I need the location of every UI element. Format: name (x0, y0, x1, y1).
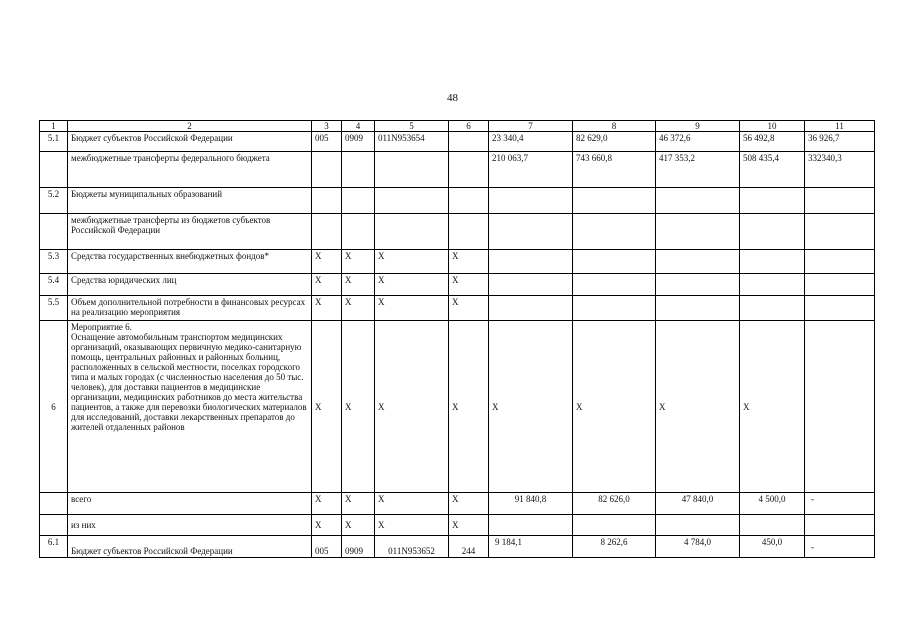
row-number (40, 152, 68, 188)
cell: 0909 (342, 132, 375, 152)
cell: 23 340,4 (489, 132, 573, 152)
header-cell: 2 (68, 121, 312, 132)
row-label: из них (68, 515, 312, 536)
cell (489, 274, 573, 296)
header-cell: 1 (40, 121, 68, 132)
cell: X (489, 321, 573, 493)
cell: 011N953654 (375, 132, 449, 152)
cell (573, 250, 656, 274)
header-cell: 10 (740, 121, 805, 132)
cell (573, 188, 656, 214)
cell: 244 (449, 536, 489, 558)
cell: X (312, 515, 342, 536)
cell: X (449, 274, 489, 296)
cell (312, 152, 342, 188)
cell (805, 515, 875, 536)
cell: 450,0 (740, 536, 805, 558)
row-number (40, 214, 68, 250)
cell (740, 188, 805, 214)
cell: 011N953652 (375, 536, 449, 558)
cell: X (449, 321, 489, 493)
cell: 8 262,6 (573, 536, 656, 558)
row-label: Мероприятие 6. Оснащение автомобильным транспортом медицинских организаций, оказывающих первичную медико-санитарную помощь, центральных районных и районных больниц, расположенных в сельской местности, поселках городского типа и малых городах (с численностью населения до 50 тыс. человек), для доставки пациентов в медицинские организации, медицинских работников до места жительства пациентов, а также для перевозки биологических материалов для исследований, доставки лекарственных препаратов до жителей отдаленных районов (68, 321, 312, 493)
cell: 82 626,0 (573, 493, 656, 515)
row-number: 5.1 (40, 132, 68, 152)
row-number: 5.2 (40, 188, 68, 214)
row-number: 5.5 (40, 296, 68, 321)
cell (449, 152, 489, 188)
cell (656, 188, 740, 214)
row-label: Средства государственных внебюджетных фондов* (68, 250, 312, 274)
table-row (40, 274, 875, 296)
header-cell: 11 (805, 121, 875, 132)
cell: 56 492,8 (740, 132, 805, 152)
cell: 0909 (342, 536, 375, 558)
cell: 210 063,7 (489, 152, 573, 188)
cell: - (805, 536, 875, 558)
cell: X (375, 274, 449, 296)
cell (656, 515, 740, 536)
table-row (40, 321, 875, 493)
cell (740, 296, 805, 321)
table-row (40, 493, 875, 515)
header-cell: 4 (342, 121, 375, 132)
cell (573, 296, 656, 321)
row-label: Средства юридических лиц (68, 274, 312, 296)
cell (656, 250, 740, 274)
cell: X (312, 274, 342, 296)
cell: 743 660,8 (573, 152, 656, 188)
cell (489, 515, 573, 536)
table-row (40, 188, 875, 214)
page-number: 48 (447, 92, 458, 104)
header-cell: 8 (573, 121, 656, 132)
row-label: межбюджетные трансферты из бюджетов субъектов Российской Федерации (68, 214, 312, 250)
cell (489, 214, 573, 250)
cell: X (375, 250, 449, 274)
table-row (40, 296, 875, 321)
header-cell: 3 (312, 121, 342, 132)
cell (805, 214, 875, 250)
row-number: 6 (40, 321, 68, 493)
cell (375, 214, 449, 250)
cell: 46 372,6 (656, 132, 740, 152)
cell: 9 184,1 (489, 536, 573, 558)
cell: 47 840,0 (656, 493, 740, 515)
row-number: 6.1 (40, 536, 68, 558)
cell: X (312, 296, 342, 321)
table-row (40, 536, 875, 558)
cell: X (375, 321, 449, 493)
cell (805, 296, 875, 321)
cell (449, 132, 489, 152)
cell (573, 274, 656, 296)
cell: X (312, 493, 342, 515)
table-row (40, 214, 875, 250)
row-label: Бюджет субъектов Российской Федерации (68, 132, 312, 152)
cell (375, 188, 449, 214)
cell (656, 274, 740, 296)
cell (740, 515, 805, 536)
cell (375, 152, 449, 188)
cell: X (375, 515, 449, 536)
cell: X (342, 250, 375, 274)
cell: 36 926,7 (805, 132, 875, 152)
row-number: 5.4 (40, 274, 68, 296)
cell: X (342, 274, 375, 296)
table-row (40, 132, 875, 152)
cell: 005 (312, 536, 342, 558)
cell (656, 214, 740, 250)
cell: X (740, 321, 805, 493)
cell: X (449, 250, 489, 274)
cell (312, 188, 342, 214)
cell: X (312, 250, 342, 274)
cell: 005 (312, 132, 342, 152)
row-number (40, 493, 68, 515)
table-row (40, 152, 875, 188)
cell (805, 250, 875, 274)
row-number (40, 515, 68, 536)
cell: X (449, 515, 489, 536)
cell: 4 784,0 (656, 536, 740, 558)
row-label: Объем дополнительной потребности в финансовых ресурсах на реализацию мероприятия (68, 296, 312, 321)
row-number: 5.3 (40, 250, 68, 274)
cell: X (375, 493, 449, 515)
header-cell: 7 (489, 121, 573, 132)
row-label: Бюджеты муниципальных образований (68, 188, 312, 214)
cell: 91 840,8 (489, 493, 573, 515)
header-cell: 6 (449, 121, 489, 132)
cell (573, 515, 656, 536)
cell (342, 152, 375, 188)
cell: X (312, 321, 342, 493)
cell (573, 214, 656, 250)
cell: X (573, 321, 656, 493)
cell (656, 296, 740, 321)
row-label: межбюджетные трансферты федерального бюджета (68, 152, 312, 188)
cell: X (342, 296, 375, 321)
cell: X (375, 296, 449, 321)
cell (805, 188, 875, 214)
cell (342, 188, 375, 214)
table-row (40, 515, 875, 536)
header-cell: 9 (656, 121, 740, 132)
cell (342, 214, 375, 250)
cell: X (342, 321, 375, 493)
cell (740, 250, 805, 274)
cell (449, 188, 489, 214)
cell (740, 274, 805, 296)
cell: X (656, 321, 740, 493)
table-row (40, 250, 875, 274)
cell (805, 321, 875, 493)
header-row (40, 121, 875, 132)
cell: 4 500,0 (740, 493, 805, 515)
budget-table (39, 120, 875, 558)
header-cell: 5 (375, 121, 449, 132)
cell: X (342, 515, 375, 536)
cell: X (449, 296, 489, 321)
cell: X (449, 493, 489, 515)
cell (312, 214, 342, 250)
cell (489, 188, 573, 214)
cell (449, 214, 489, 250)
cell: - (805, 493, 875, 515)
row-label: всего (68, 493, 312, 515)
cell: 332340,3 (805, 152, 875, 188)
cell (740, 214, 805, 250)
cell (489, 250, 573, 274)
cell: 508 435,4 (740, 152, 805, 188)
row-label: Бюджет субъектов Российской Федерации (68, 536, 312, 558)
cell: 82 629,0 (573, 132, 656, 152)
cell (805, 274, 875, 296)
cell: 417 353,2 (656, 152, 740, 188)
cell: X (342, 493, 375, 515)
cell (489, 296, 573, 321)
